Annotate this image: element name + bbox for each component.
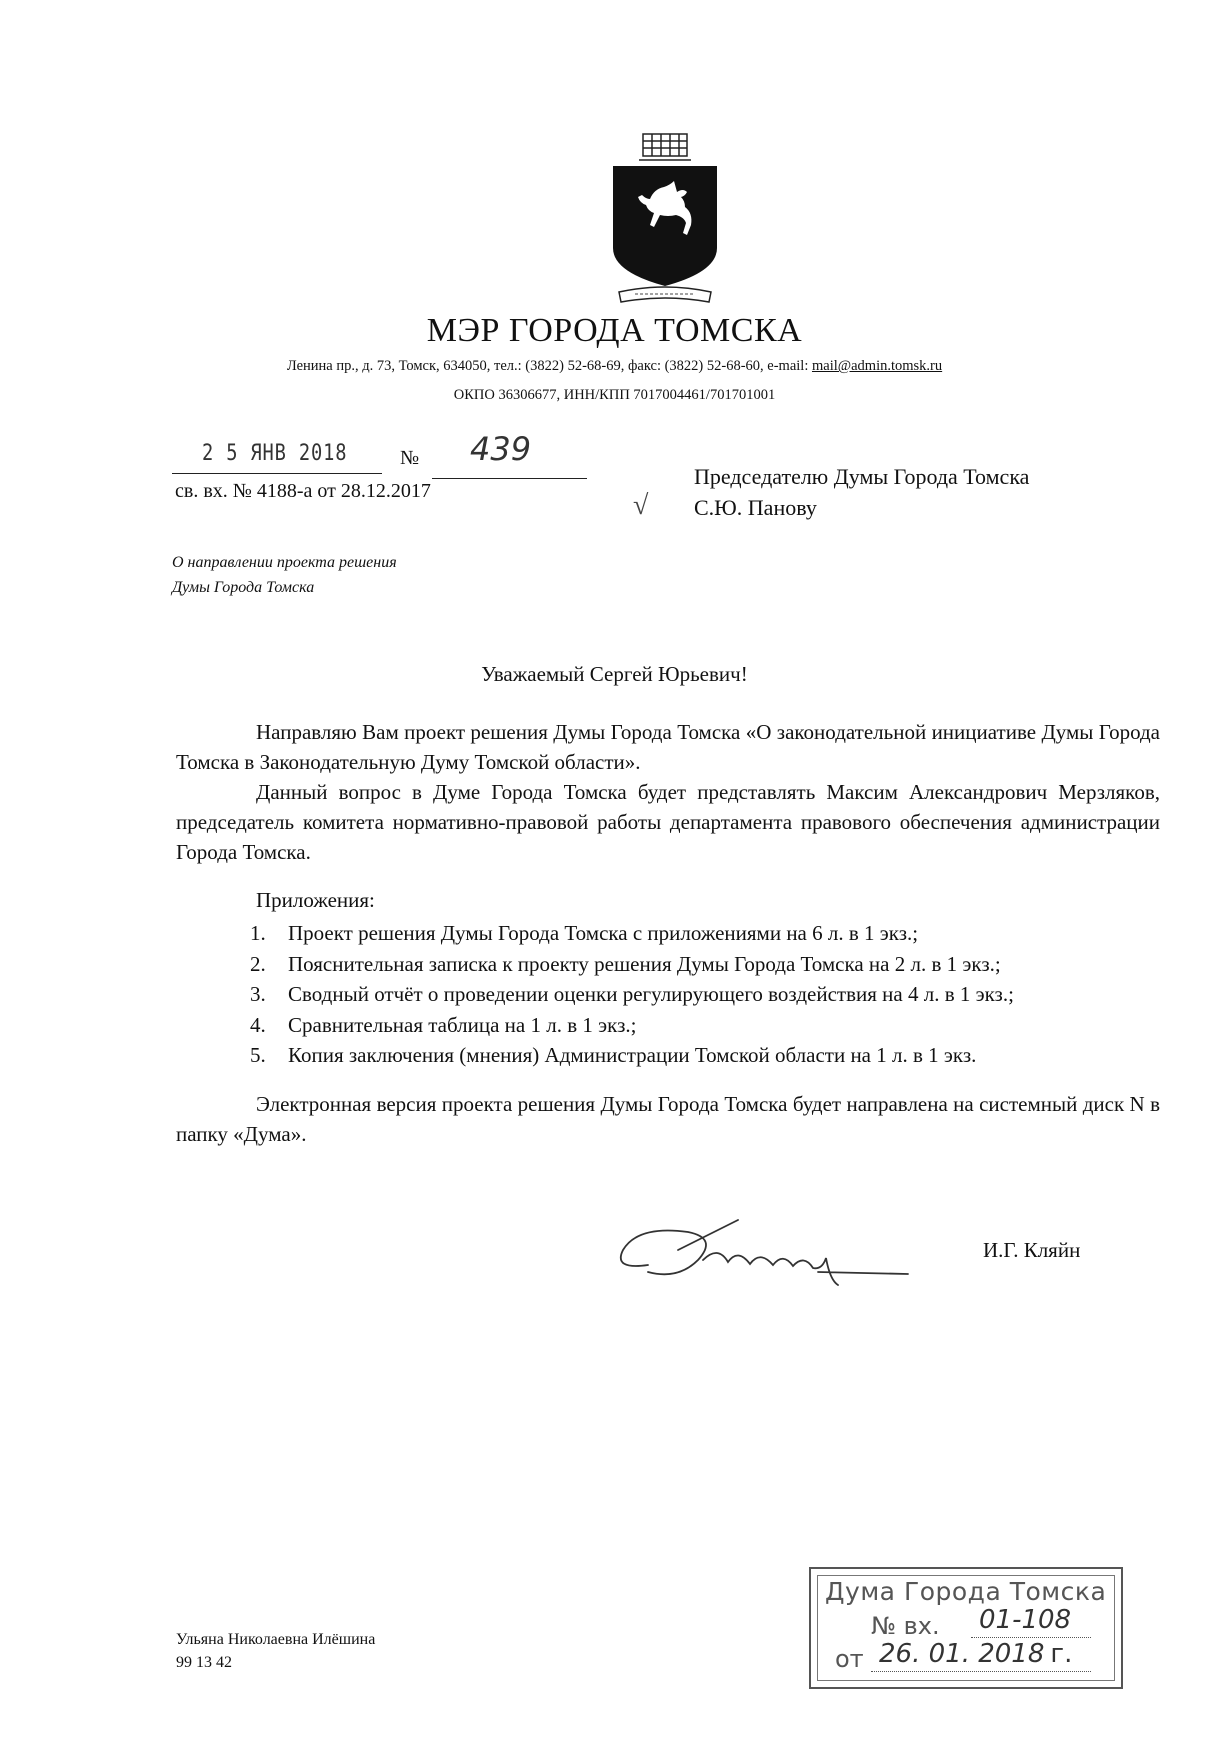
executor-name: Ульяна Николаевна Илёшина	[176, 1631, 376, 1648]
paragraph-1-text: Направляю Вам проект решения Думы Города Томска «О законодательной инициативе Думы Города Томска в Законодательную Думу Томской области».	[176, 720, 1160, 774]
attachment-text: Сравнительная таблица на 1 л. в 1 экз.;	[288, 1012, 637, 1037]
outgoing-number: 439	[470, 430, 532, 468]
stamp-date	[879, 1639, 1072, 1669]
stamp-vx-number: 01-108	[979, 1605, 1072, 1635]
subject-line2: Думы Города Томска	[172, 579, 315, 596]
incoming-stamp	[809, 1567, 1123, 1689]
addressee	[694, 461, 1029, 523]
stamp-date-underline	[871, 1671, 1091, 1672]
list-item	[250, 1040, 1014, 1071]
number-sign: №	[400, 447, 420, 469]
page-title: МЭР ГОРОДА ТОМСКА	[426, 312, 803, 349]
paragraph-3-text: Электронная версия проекта решения Думы Города Томска будет направлена на системный диск N в папку «Дума».	[176, 1092, 1160, 1146]
attachment-num: 1.	[250, 921, 266, 945]
stamp-vx-label: № вх.	[871, 1612, 940, 1640]
attachment-text: Сводный отчёт о проведении оценки регулирующего воздействия на 4 л. в 1 экз.;	[288, 982, 1014, 1006]
attachment-num: 3.	[250, 982, 266, 1006]
address-line	[0, 358, 1229, 375]
executor-phone: 99 13 42	[176, 1654, 232, 1671]
attachment-num: 4.	[250, 1012, 266, 1037]
stamp-date-value: 26. 01. 2018	[879, 1639, 1045, 1669]
handwritten-signature	[608, 1210, 938, 1300]
addressee-line2: С.Ю. Панову	[694, 495, 817, 520]
attachment-num: 2.	[250, 951, 266, 976]
paragraph-3	[176, 1089, 1160, 1149]
stamp-org: Дума Города Томска	[825, 1577, 1107, 1606]
addressee-line1: Председателю Думы Города Томска	[694, 464, 1030, 489]
address-text: Ленина пр., д. 73, Томск, 634050, тел.: (3822) 52-68-69, факс: (3822) 52-68-60, e-mail:	[286, 358, 812, 374]
date-stamp: 2 5 ЯНВ 2018	[202, 441, 348, 466]
list-item	[250, 1010, 1014, 1041]
subject	[172, 550, 397, 600]
number-underline	[432, 478, 587, 479]
stamp-date-suffix: г.	[1050, 1639, 1073, 1669]
attachment-text: Пояснительная записка к проекту решения Думы Города Томска на 2 л. в 1 экз.;	[288, 951, 1001, 976]
tomsk-coat-of-arms-icon	[605, 130, 725, 310]
subject-line1: О направлении проекта решения	[172, 554, 397, 571]
list-item	[250, 918, 1014, 949]
date-underline	[172, 473, 382, 474]
email-link[interactable]: mail@admin.tomsk.ru	[811, 358, 943, 374]
paragraph-2-text: Данный вопрос в Думе Города Томска будет представлять Максим Александрович Мерзляков, председатель комитета нормативно-правовой работы департамента правового обеспечения администрации Города Томска.	[176, 780, 1160, 864]
okpo-line: ОКПО 36306677, ИНН/КПП 7017004461/701701001	[453, 387, 776, 403]
attachments-list	[250, 918, 1014, 1071]
paragraph-2	[176, 777, 1160, 867]
stamp-vx-underline	[971, 1637, 1091, 1638]
stamp-date-label: от	[835, 1645, 864, 1673]
greeting: Уважаемый Сергей Юрьевич!	[481, 662, 748, 686]
attachment-text: Проект решения Думы Города Томска с приложениями на 6 л. в 1 экз.;	[288, 921, 919, 945]
reference-line: св. вх. № 4188-а от 28.12.2017	[175, 480, 431, 502]
check-mark: √	[633, 490, 649, 521]
attachment-num: 5.	[250, 1043, 266, 1067]
list-item	[250, 949, 1014, 980]
executor	[176, 1628, 375, 1674]
attachment-text: Копия заключения (мнения) Администрации Томской области на 1 л. в 1 экз.	[288, 1043, 977, 1067]
signer-name: И.Г. Кляйн	[983, 1238, 1081, 1262]
paragraph-1	[176, 717, 1160, 777]
list-item	[250, 979, 1014, 1010]
attachments-title: Приложения:	[256, 888, 375, 912]
